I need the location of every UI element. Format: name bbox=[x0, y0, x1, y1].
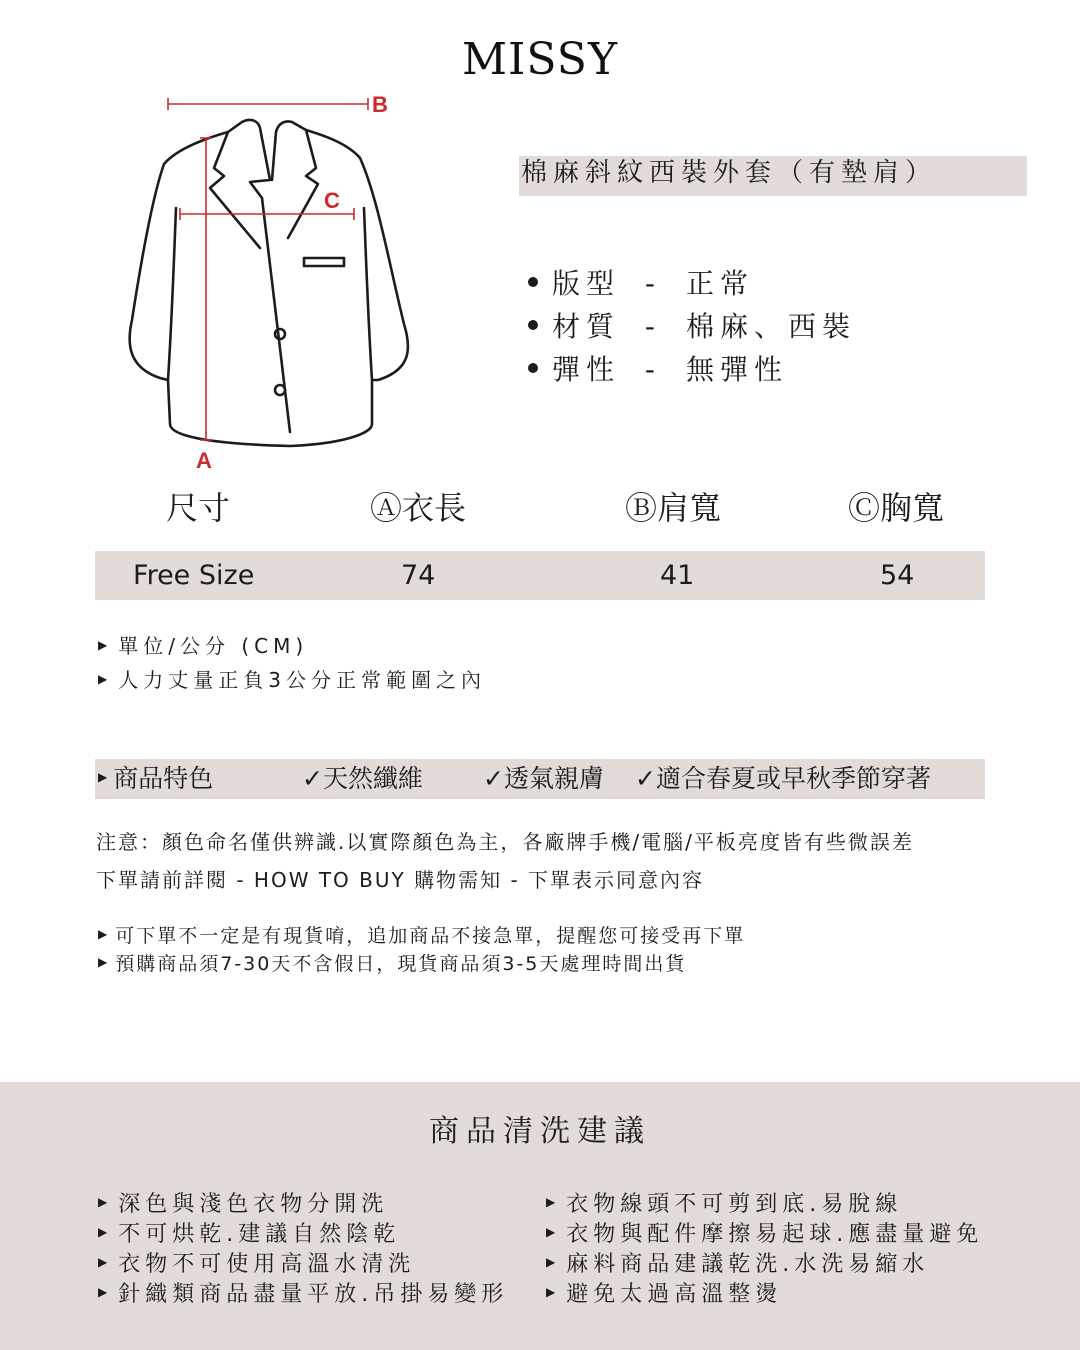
order-note: ▶ 可下單不一定是有現貨唷，追加商品不接急單，提醒您可接受再下單 bbox=[98, 922, 745, 951]
measure-c-label: C bbox=[324, 188, 340, 213]
bullet-icon bbox=[528, 363, 538, 373]
triangle-icon: ▶ bbox=[98, 1195, 113, 1209]
feature-item: ✓天然纖維 bbox=[302, 764, 423, 793]
spec-item: 版型 - 正常 bbox=[528, 262, 856, 305]
bullet-icon bbox=[528, 277, 538, 287]
triangle-icon: ▶ bbox=[98, 926, 110, 941]
care-list-right bbox=[546, 1190, 983, 1310]
feature-item: ✓透氣親膚 bbox=[483, 764, 604, 793]
care-list-left bbox=[98, 1190, 508, 1310]
care-item: ▶ 衣物與配件摩擦易起球.應盡量避免 bbox=[546, 1220, 983, 1250]
care-item: ▶ 避免太過高溫整燙 bbox=[546, 1280, 983, 1310]
size-cell-chest: 54 bbox=[880, 560, 915, 591]
triangle-icon: ▶ bbox=[98, 1255, 113, 1269]
size-header-chest: Ⓒ胸寬 bbox=[848, 489, 945, 527]
triangle-icon: ▶ bbox=[98, 770, 108, 784]
order-note: ▶ 預購商品須7-30天不含假日，現貨商品須3-5天處理時間出貨 bbox=[98, 950, 686, 979]
size-header-size: 尺寸 bbox=[166, 489, 231, 527]
care-item: ▶ 衣物線頭不可剪到底.易脫線 bbox=[546, 1190, 983, 1220]
size-cell-shoulder: 41 bbox=[660, 560, 695, 591]
feature-label: ▶ 商品特色 bbox=[98, 762, 213, 797]
triangle-icon: ▶ bbox=[98, 1225, 113, 1239]
spec-item: 彈性 - 無彈性 bbox=[528, 348, 856, 391]
triangle-icon: ▶ bbox=[98, 1285, 113, 1299]
measure-b-label: B bbox=[372, 92, 388, 117]
care-title: 商品清洗建議 bbox=[429, 1114, 651, 1149]
spec-item: 材質 - 棉麻、西裝 bbox=[528, 305, 856, 348]
jacket-diagram bbox=[110, 88, 430, 478]
color-notice: 注意：顏色命名僅供辨識.以實際顏色為主，各廠牌手機/電腦/平板亮度皆有些微誤差 bbox=[96, 830, 914, 854]
triangle-icon: ▶ bbox=[98, 671, 113, 686]
care-item: ▶ 不可烘乾.建議自然陰乾 bbox=[98, 1220, 508, 1250]
triangle-icon: ▶ bbox=[98, 954, 110, 969]
care-item: ▶ 麻料商品建議乾洗.水洗易縮水 bbox=[546, 1250, 983, 1280]
spec-list bbox=[528, 262, 856, 391]
triangle-icon: ▶ bbox=[546, 1225, 561, 1239]
size-header-length: Ⓐ衣長 bbox=[370, 489, 467, 527]
triangle-icon: ▶ bbox=[98, 637, 113, 652]
brand-logo: MISSY bbox=[462, 34, 618, 85]
care-item: ▶ 深色與淺色衣物分開洗 bbox=[98, 1190, 508, 1220]
triangle-icon: ▶ bbox=[546, 1285, 561, 1299]
size-cell-length: 74 bbox=[401, 560, 436, 591]
measure-note: ▶ 單位/公分 (CM) bbox=[98, 632, 308, 662]
triangle-icon: ▶ bbox=[546, 1255, 561, 1269]
bullet-icon bbox=[528, 320, 538, 330]
measure-note: ▶ 人力丈量正負3公分正常範圍之內 bbox=[98, 666, 486, 696]
feature-item: ✓適合春夏或早秋季節穿著 bbox=[635, 764, 931, 793]
product-title: 棉麻斜紋西裝外套（有墊肩） bbox=[521, 158, 938, 188]
size-cell-size: Free Size bbox=[133, 560, 255, 591]
measure-a-label: A bbox=[196, 448, 212, 473]
care-item: ▶ 針織類商品盡量平放.吊掛易變形 bbox=[98, 1280, 508, 1310]
triangle-icon: ▶ bbox=[546, 1195, 561, 1209]
care-item: ▶ 衣物不可使用高溫水清洗 bbox=[98, 1250, 508, 1280]
size-header-shoulder: Ⓑ肩寬 bbox=[625, 489, 722, 527]
purchase-notice: 下單請前詳閱 - HOW TO BUY 購物需知 - 下單表示同意內容 bbox=[96, 868, 705, 892]
